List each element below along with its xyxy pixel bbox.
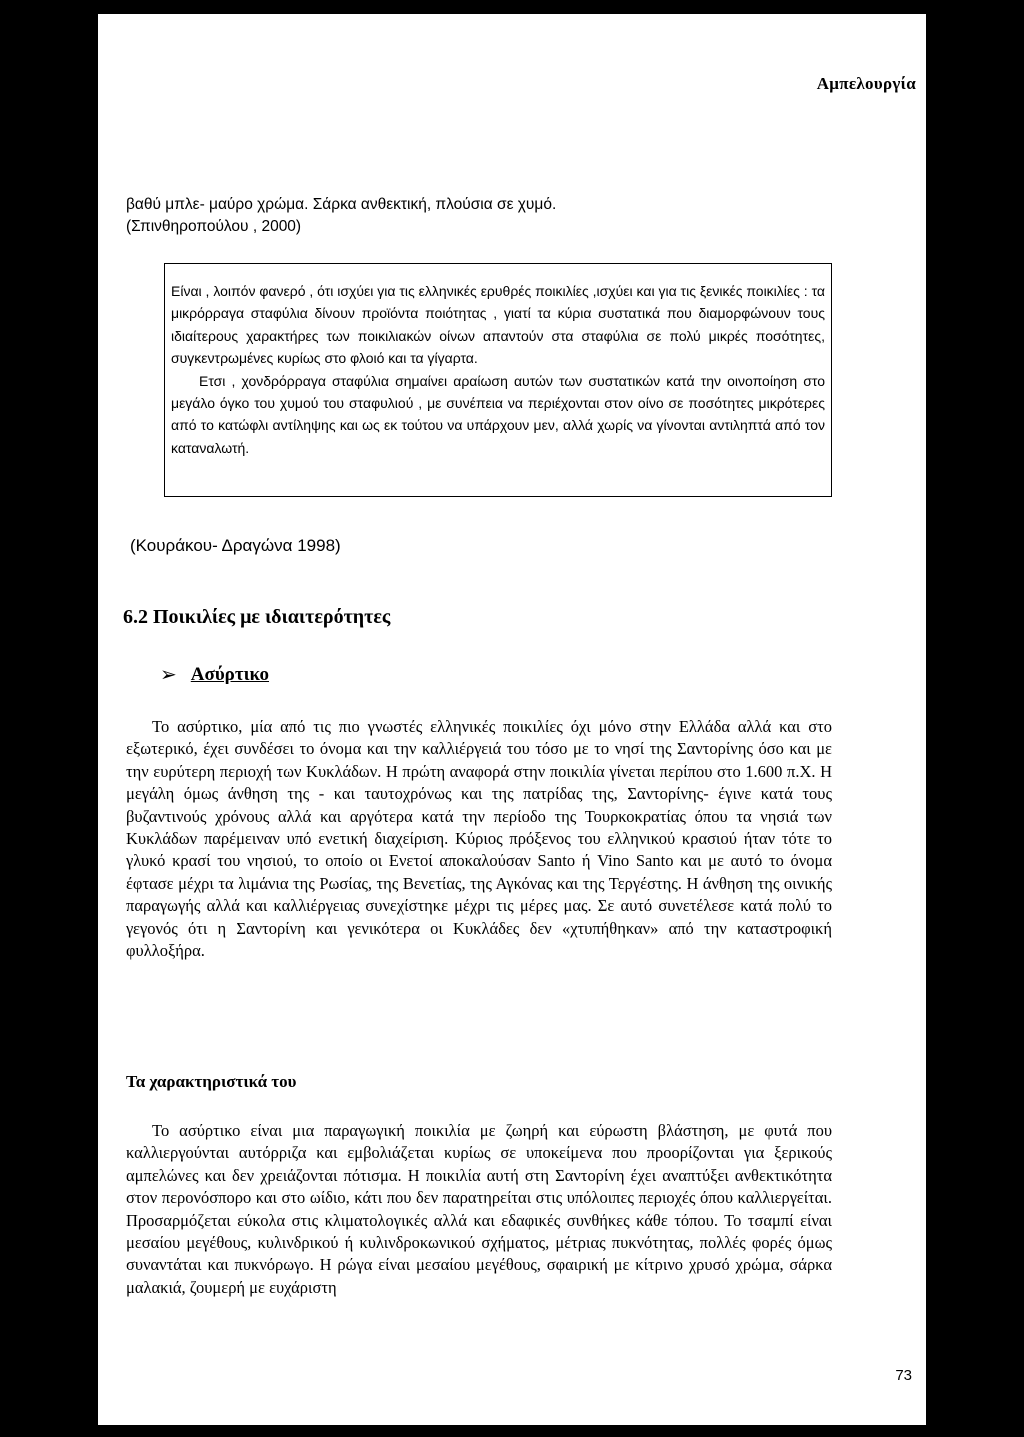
page-number: 73 (895, 1367, 912, 1384)
variety-subheading (160, 662, 269, 687)
characteristics-heading: Τα χαρακτηριστικά του (126, 1072, 297, 1091)
characteristics-section (126, 1120, 832, 1299)
quote-paragraph-2: Ετσι , χονδρόρραγα σταφύλια σημαίνει αραίωση αυτών των συστατικών κατά την οινοποίηση στο μεγάλο όγκο του χυμού του σταφυλιού , με συνέπεια να περιέχονται στον οίνο σε ποσότητες μικρότερες από το κατώφλι αντίληψης και ως εκ τούτου να υπάρχουν μεν, αλλά χωρίς να γίνονται αντιληπτά από τον καταναλωτή. (171, 372, 825, 456)
history-paragraph: Το ασύρτικο, μία από τις πιο γνωστές ελληνικές ποικιλίες όχι μόνο στην Ελλάδα αλλά και στο εξωτερικό, έχει συνδέσει το όνομα και την καλλιέργειά του τόσο με το νησί της Σαντορίνης όσο και με την ευρύτερη περιοχή των Κυκλάδων. Η πρώτη αναφορά στην ποικιλία γίνεται περίπου στο 1.600 π.Χ. Η μεγάλη όμως άνθηση της - και ταυτοχρόνως και της πατρίδας της, Σαντορίνης- έγινε κατά τους βυζαντινούς χρόνους αλλά και αργότερα κατά την περίοδο της Τουρκοκρατίας όπου τα νησιά των Κυκλάδων παρέμειναν υπό ενετική διαχείριση. Κύριος πρόξενος του ελληνικού κρασιού ήταν τότε το γλυκό κρασί του νησιού, το οποίο οι Ενετοί αποκαλούσαν Santo ή Vino Santo και με αυτό το όνομα έφτασε μέχρι τα λιμάνια της Ρωσίας, της Βενετίας, της Αγκόνας και της Τεργέστης. Η άνθηση της οινικής παραγωγής αλλά και καλλιέργειας συνεχίστηκε μέχρι τις μέρες μας. Σε αυτό συνετέλεσε κατά πολύ το γεγονός ότι η Σαντορίνη και γενικότερα οι Κυκλάδες δεν «χτυπήθηκαν» από την καταστροφική φυλλοξήρα. (126, 717, 832, 961)
quote-box (164, 263, 832, 497)
variety-name: Ασύρτικο (190, 663, 270, 685)
intro-source: (Σπινθηροπούλου , 2000) (126, 218, 302, 235)
document-page (98, 14, 926, 1425)
intro-block (126, 194, 556, 238)
quote-paragraph-1: Είναι , λοιπόν φανερό , ότι ισχύει για τις ελληνικές ερυθρές ποικιλίες ,ισχύει και για τις ξενικές ποικιλίες : τα μικρόρραγα σταφύλια δίνουν προϊόντα ποιότητας , γιατί τα κύρια συστατικά που διαμορφώνουν τους ιδιαίτερους χαρακτήρες των ποικιλιακών οίνων απαντούν στα σταφύλια σε πολύ μικρές ποσότητες, συγκεντρωμένες κυρίως στο φλοιό και τα γίγαρτα. (171, 283, 825, 367)
intro-line: βαθύ μπλε- μαύρο χρώμα. Σάρκα ανθεκτική, πλούσια σε χυμό. (126, 196, 557, 213)
history-section (126, 716, 832, 962)
citation: (Κουράκου- Δραγώνα 1998) (130, 536, 341, 555)
characteristics-paragraph: Το ασύρτικο είναι μια παραγωγική ποικιλία με ζωηρή και εύρωστη βλάστηση, με φυτά που καλλιεργούνται αυτόρριζα και εμβολιάζεται κυρίως σε υποκείμενα που προορίζονται για ξερικούς αμπελώνες και δεν χρειάζονται πότισμα. Η ποικιλία αυτή στη Σαντορίνη έχει αναπτύξει ανθεκτικότητα στον περονόσπορο και στο ωίδιο, κάτι που δεν παρατηρείται στις υπόλοιπες περιοχές όπου καλλιεργείται. Προσαρμόζεται εύκολα στις κλιματολογικές αλλά και εδαφικές συνθήκες κάθε τόπου. Το τσαμπί είναι μεσαίου μεγέθους, κυλινδρικού ή κυλινδροκωνικού σχήματος, μέτριας πυκνότητας, πολλές φορές όμως συναντάται και πυκνόρωγο. Η ρώγα είναι μεσαίου μεγέθους, σφαιρική με κίτρινο χρυσό χρώμα, σάρκα μαλακιά, ζουμερή με ευχάριστη (126, 1121, 832, 1297)
arrow-bullet-icon: ➢ (160, 664, 177, 686)
section-heading: 6.2 Ποικιλίες με ιδιαιτερότητες (123, 606, 391, 628)
running-header-title: Αμπελουργία (816, 74, 916, 93)
